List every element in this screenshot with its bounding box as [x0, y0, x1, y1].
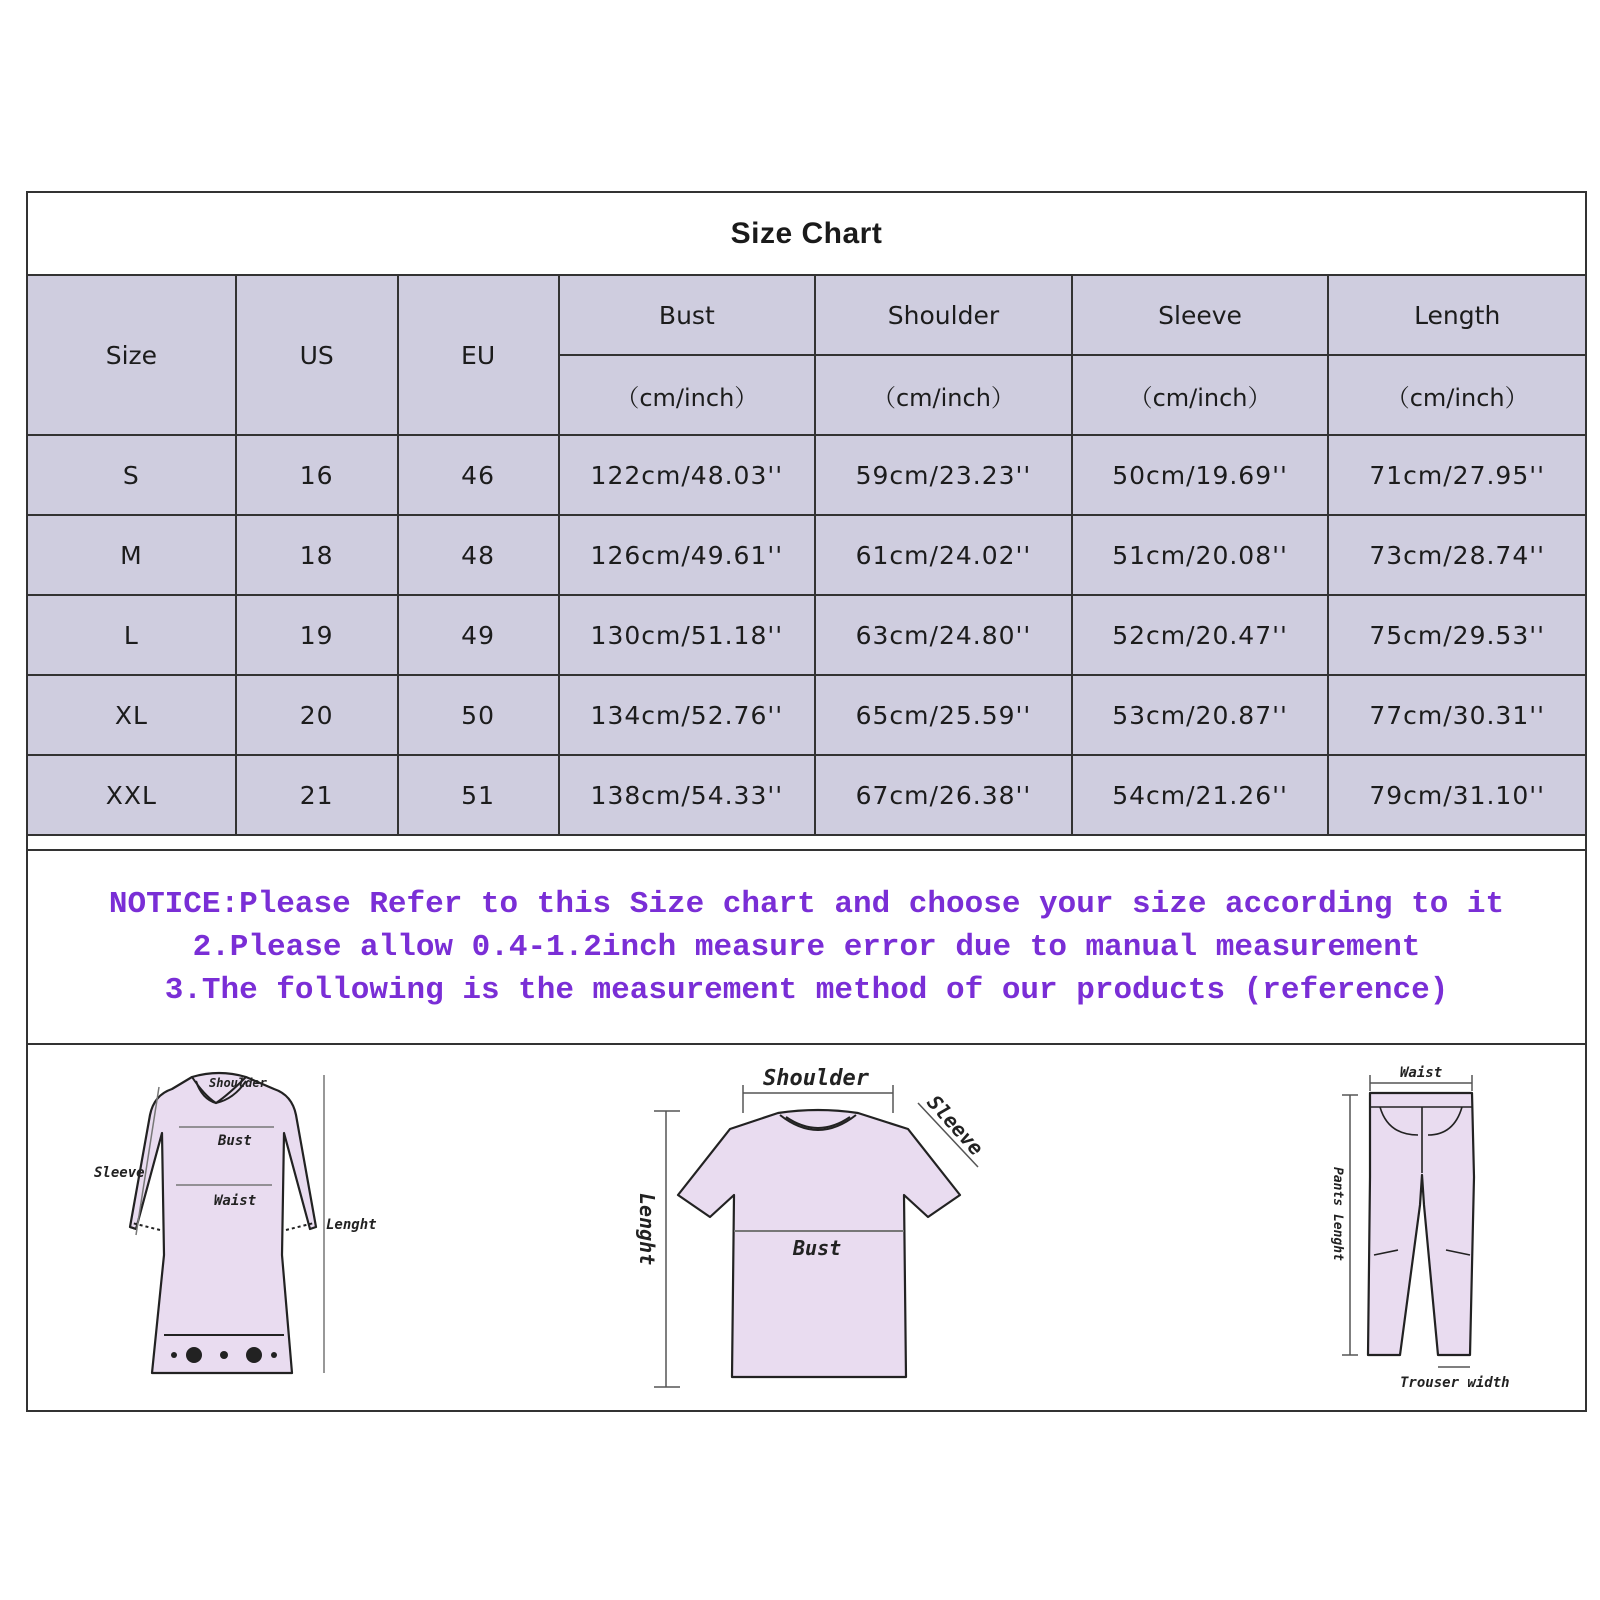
cell-length: 71cm/27.95'': [1328, 435, 1585, 515]
table-row: [28, 675, 1585, 755]
cell-us: 20: [236, 675, 398, 755]
measurement-figures: [28, 1045, 1585, 1412]
cell-eu: 51: [398, 755, 559, 835]
unit-sleeve: （cm/inch）: [1072, 355, 1329, 435]
cell-eu: 50: [398, 675, 559, 755]
notice-line-2: 2.Please allow 0.4-1.2inch measure error due to manual measurement: [192, 929, 1421, 965]
cell-bust: 130cm/51.18'': [559, 595, 816, 675]
cell-us: 19: [236, 595, 398, 675]
header-row: [28, 276, 1585, 355]
cell-length: 73cm/28.74'': [1328, 515, 1585, 595]
cell-shoulder: 63cm/24.80'': [815, 595, 1072, 675]
notice-line-3: 3.The following is the measurement method of our products (reference): [164, 972, 1449, 1008]
title-row: [28, 193, 1585, 276]
cell-eu: 49: [398, 595, 559, 675]
table-row: [28, 595, 1585, 675]
cell-shoulder: 61cm/24.02'': [815, 515, 1072, 595]
unit-bust: （cm/inch）: [559, 355, 816, 435]
cell-us: 21: [236, 755, 398, 835]
dress-body: [130, 1073, 316, 1373]
page-title: Size Chart: [730, 216, 883, 250]
unit-shoulder: （cm/inch）: [815, 355, 1072, 435]
cell-shoulder: 59cm/23.23'': [815, 435, 1072, 515]
cell-shoulder: 67cm/26.38'': [815, 755, 1072, 835]
cell-sleeve: 54cm/21.26'': [1072, 755, 1329, 835]
tshirt-bust-label: Bust: [793, 1236, 842, 1260]
pants-figure: [1328, 1055, 1558, 1400]
cell-bust: 126cm/49.61'': [559, 515, 816, 595]
header-eu: EU: [398, 276, 559, 435]
cell-size: S: [28, 435, 236, 515]
dress-sleeve-label: Sleeve: [94, 1165, 145, 1181]
tshirt-figure: [628, 1055, 1008, 1395]
cell-sleeve: 51cm/20.08'': [1072, 515, 1329, 595]
table-row: [28, 435, 1585, 515]
header-shoulder: Shoulder: [815, 276, 1072, 355]
header-sleeve: Sleeve: [1072, 276, 1329, 355]
notice-section: [28, 849, 1585, 1045]
cell-bust: 122cm/48.03'': [559, 435, 816, 515]
tshirt-length-label: Lenght: [635, 1193, 659, 1266]
cell-us: 16: [236, 435, 398, 515]
pants-length-label: Pants Lenght: [1330, 1167, 1345, 1261]
header-us: US: [236, 276, 398, 435]
table-row: [28, 755, 1585, 835]
header-size: Size: [28, 276, 236, 435]
cell-eu: 46: [398, 435, 559, 515]
table-row: [28, 515, 1585, 595]
cell-size: XXL: [28, 755, 236, 835]
cell-sleeve: 50cm/19.69'': [1072, 435, 1329, 515]
size-chart-frame: [26, 191, 1587, 1412]
cell-bust: 138cm/54.33'': [559, 755, 816, 835]
cell-size: L: [28, 595, 236, 675]
pants-waist-label: Waist: [1400, 1065, 1443, 1081]
unit-length: （cm/inch）: [1328, 355, 1585, 435]
dress-figure: [64, 1055, 384, 1395]
dress-length-label: Lenght: [326, 1217, 377, 1233]
tshirt-shoulder-label: Shoulder: [763, 1066, 869, 1091]
size-table: [28, 276, 1585, 836]
header-bust: Bust: [559, 276, 816, 355]
pants-body: [1368, 1093, 1474, 1355]
dress-waist-label: Waist: [214, 1193, 257, 1209]
cell-sleeve: 52cm/20.47'': [1072, 595, 1329, 675]
dress-shoulder-label: Shoulder: [209, 1076, 267, 1090]
cell-size: M: [28, 515, 236, 595]
cell-length: 77cm/30.31'': [1328, 675, 1585, 755]
cell-size: XL: [28, 675, 236, 755]
notice-line-1: NOTICE:Please Refer to this Size chart and choose your size according to it: [108, 886, 1505, 922]
cell-shoulder: 65cm/25.59'': [815, 675, 1072, 755]
cell-length: 75cm/29.53'': [1328, 595, 1585, 675]
dress-bust-label: Bust: [218, 1133, 252, 1149]
cell-length: 79cm/31.10'': [1328, 755, 1585, 835]
pants-trouser-width-label: Trouser width: [1400, 1375, 1510, 1391]
tshirt-sleeve-label: Sleeve: [922, 1090, 989, 1161]
cell-eu: 48: [398, 515, 559, 595]
header-length: Length: [1328, 276, 1585, 355]
cell-sleeve: 53cm/20.87'': [1072, 675, 1329, 755]
cell-us: 18: [236, 515, 398, 595]
cell-bust: 134cm/52.76'': [559, 675, 816, 755]
